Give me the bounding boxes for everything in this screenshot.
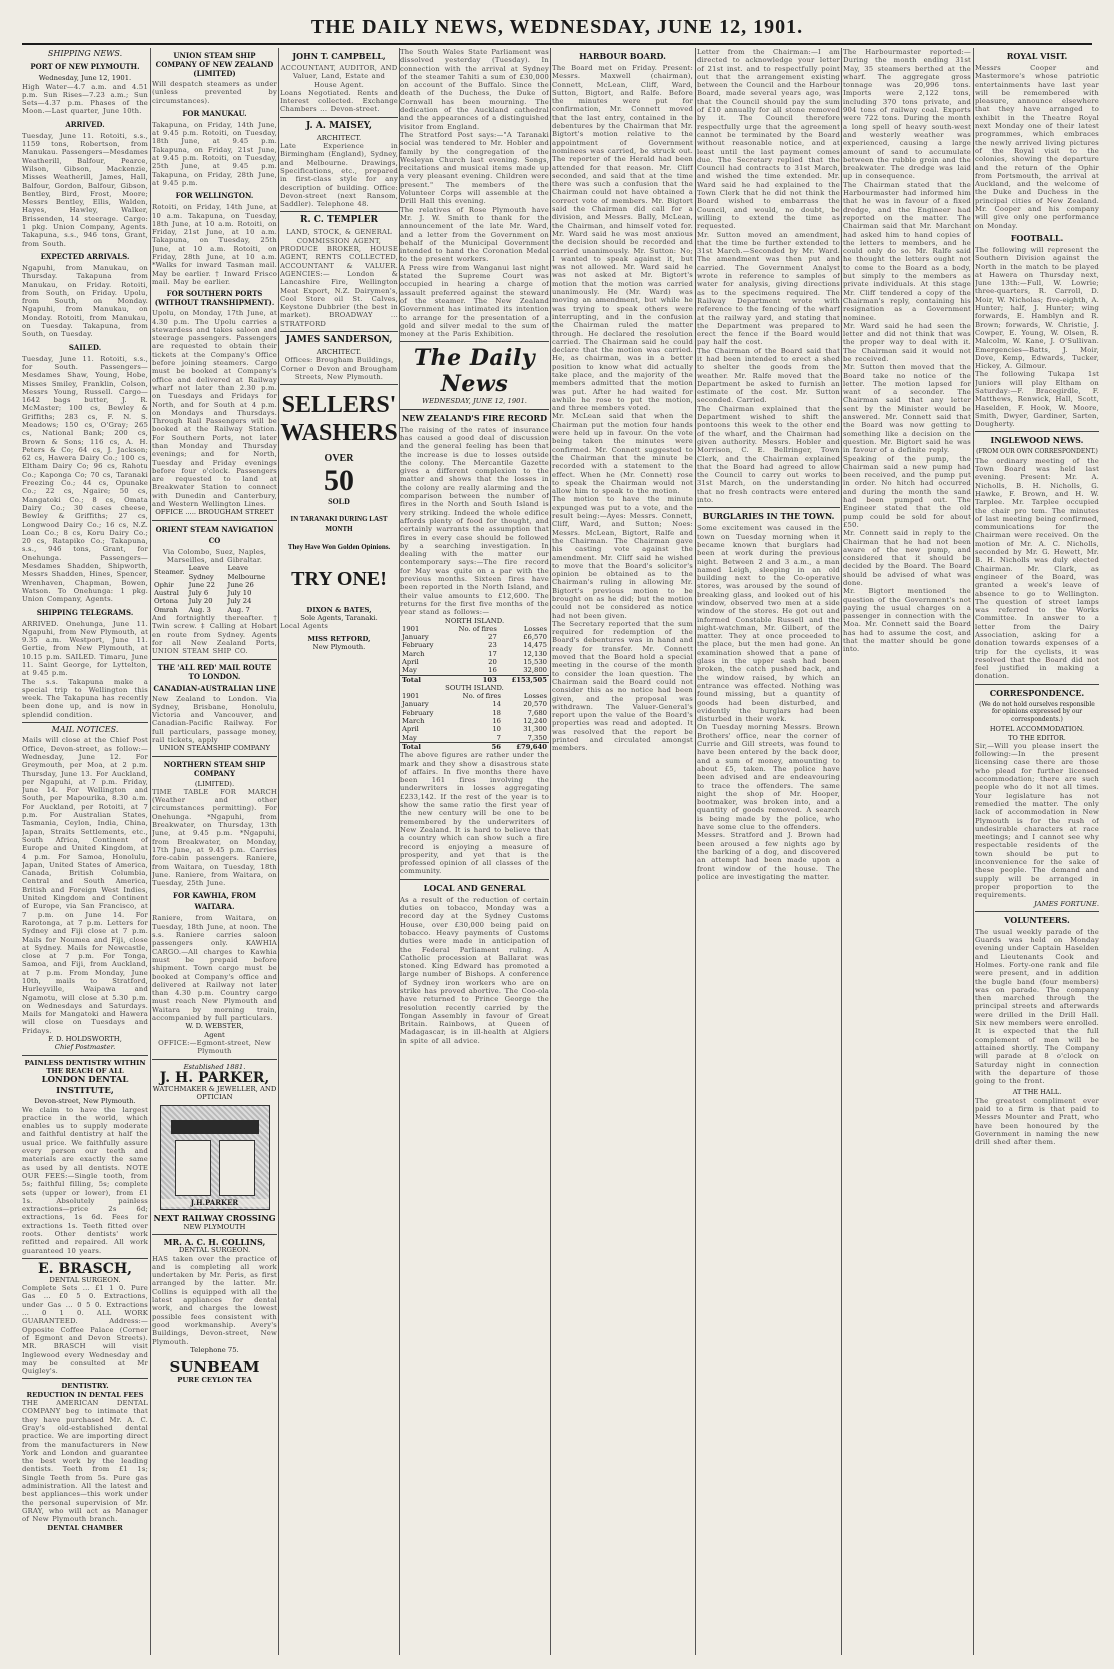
inglewood-subheading: (FROM OUR OWN CORRESPONDENT.) <box>976 448 1098 456</box>
northern-subheading: (LIMITED). <box>194 779 235 788</box>
table-cell: 15,530 <box>523 658 547 666</box>
ussco-agent-2: UNION STEAMSHIP COMPANY <box>158 744 271 753</box>
sunbeam-subheading: PURE CEYLON TEA <box>177 1376 252 1385</box>
column-1: SHIPPING NEWS. PORT OF NEW PLYMOUTH. Wednesday, June 12, 1901. High Water—4.7 a.m. and 4.51 p.m. Sun Rises—7.23 a.m.; Sun Sets—4.37 p.m. Phases of the Moon.—Last quarter, June 10th. ARRIVED. Tuesday, June 11. Rotoiti, s.s., 1159 tons, Robertson, from Manukau. Passengers—Mesdames Weatherill, Balfour, Pearce, Wilson, Gibson, Mackenzie, Misses Weatherill, James, Hall, Balfour, Gordon, Balfour, Gibson, Bentley, Bird, Frost, Moore; Messrs Bentley, Ellis, Walden, Hayes, Hawley, Walker, Brissenden, 14 steerage. Cargo: 1 pkg. Union Company, Agents. Takapuna, s.s., 946 tons, Grant, from South. EXPECTED ARRIVALS. Ngapuhi, from Manukau, on Thursday. Takapuna from Manukau, on Friday. Rotoiti, from South, on Friday. Upolu, from South, on Monday. Ngapuhi, from Manukau, on Monday. Rotoiti, from Manukau, on Tuesday. Takapuna, from South, on Tuesday. SAILED. Tuesday, June 11. Rotoiti, s.s., for South. Passengers—Mesdames Shaw, Young, Hobe, Misses Smiley, Franklin, Colson, Messrs Young, Russell. Cargo—1642 bags butter, J. R. McMaster; 100 cs, Bewley & Griffiths; 283 cs, F. N. S. Meadows; 150 cs, O'Gray; 265 cs, National Bank; 200 cs, Brown & Sons; 116 cs, A. H. Peters & Co; 64 cs, J. Jackson; 62 cs, Hawera Dairy Co.; 100 cs, Eltham Dairy Co; 96 cs, Rahotu Co.; Kaponga Co; 70 cs, Taranaki Freezing Co.; 44 cs, Opunake Co.; 22 cs, Ngaire; 50 cs, Mangatoki Co.; 8 cs, Omata Dairy Co.; 30 cases cheese, Bewley & Griffiths; 27 cs, Longwood Dairy Co.; 16 cs, N.Z. Loan Co.; 8 cs, Koru Dairy Co.; 20 cs, Ratapiko Co.; Takapuna, s.s., 946 tons, Grant, for Onehunga. Passengers—Mesdames Shadden, Shipworth, Messrs Shadden, Hines, Spencer, Wrenhaven, Chapman, Bowen, Watson. To Onehunga: 1 pkg. Union Company, Agents. SHIPPING TELEGRAMS. ARRIVED. Onehunga, June 11. Ngapuhi, from New Plymouth, at 9.35 a.m. Westport, June 11. Gertie, from New Plymouth, at 10.15 p.m. SAILED. Timaru, June 11. Saint George, for Lyttelton, at 9.45 p.m. The s.s. Takapuna make a special trip to Wellington this week. The Takapuna has recently been done up, and is now in splendid condition. MAIL NOTICES. Mails will close at the Chief Post Office, Devon-street, as follow:— Wednesday, June 12. For Greymouth, per Moa, at 2 p.m. Thursday, June 13. For Auckland, per Ngapuhi, at 7 p.m. Friday, June 14. For Wellington and South, per Mapourika, 8.30 a.m. For Auckland, per Rotoiti, at 7 p.m. For Australian States, Tasmania, Ceylon, India, China, Japan, Straits Settlements, etc., South Africa, Continent of Europe and United Kingdom, at 4 p.m. For Samoa, Honolulu, Japan, United States of America, Canada, British Columbia, Central and South America, British and Foreign West Indies, United Kingdom and Continent of Europe, via San Francisco, at 7 p.m. on June 14. For Rarotonga, at 7 p.m. Letters for Sydney and Fiji close at 7 p.m. Mails for Noumea and Fiji, close at Sydney. Mails for Newcastle, close at 7 p.m. For Tonga, Samoa, and Fiji, from Auckland, at 7 p.m. From Monday, June 10th, mails to Stratford, Hurleyville, Waipawa and Ngamotu, will close at 5.30 p.m. on Wednesdays and Saturdays. Mails for Mangatoki and Hawera will close on Tuesdays and Fridays. F. D. HOLDSWORTH, Chief Postmaster. PAINLESS DENTISTRY WITHIN THE REACH OF ALL LONDON DENTAL INSTITUTE, Devon-street, New Plymouth. We claim to have the largest practice in the world, which enables us to supply moderate and faithful dentistry at half the usual price. We faithfully assure every person our teeth and materials are exactly the same as used by all dentists. NOTE OUR FEES:—Single tooth, from 5s; faithful filling, 5s; complete sets (upper or lower), from £1 1s. Absolutely painless extractions—price 2s 6d; extractions, 1s 6d. Fees for extractions 1s. Teeth fitted over roots. Other dentists' work refitted and repaired. All work guaranteed 10 years. E. BRASCH, DENTAL SURGEON. Complete Sets ... £1 1 0. Pure Gas ... £0 5 0. Extractions, under Gas ... 0 5 0. Extractions ... 0 1 0. ALL WORK GUARANTEED. Address:—Opposite Coffee Palace (Corner of Egmont and Devon Streets). MR. BRASCH will visit Inglewood every Wednesday and may be consulted at Mr Quigley's. DENTISTRY. REDUCTION IN DENTAL FEES THE AMERICAN DENTAL COMPANY beg to intimate that they have purchased Mr. A. C. Gray's old-established dental practice. We are importing direct from the manufacturers in New York and London and guarantee the best work by the leading dentists. Teeth from £1 1s; Single Teeth from 5s. Pure gas administration. All the latest and best appliances—this work under the personal supervision of Mr. GRAY, who will act as Manager of New Plymouth branch. DENTAL CHAMBER <box>22 49 148 1532</box>
table-row <box>400 734 549 743</box>
table-total-cell: £79,640 <box>516 742 547 751</box>
table-cell: 17 <box>488 649 497 658</box>
daily-news-masthead: The Daily News <box>413 345 536 398</box>
table-cell: 12,130 <box>523 649 547 658</box>
table-cell: 32,800 <box>523 666 547 675</box>
table-cell: May <box>402 666 417 675</box>
templer-subheading: LAND, STOCK, & GENERAL COMMISSION AGENT, <box>286 228 392 245</box>
table-row <box>400 666 549 675</box>
south-island-fire-table <box>400 692 549 751</box>
table-cell: March <box>402 649 425 658</box>
correspondence-subheading: (We do not hold ourselves responsible for opinions expressed by our correspondents.) <box>979 700 1095 723</box>
campbell-heading: JOHN T. CAMPBELL, <box>292 51 386 61</box>
maisey-heading: J. A. MAISEY, <box>306 120 372 131</box>
burglaries-heading: BURGLARIES IN THE TOWN. <box>702 511 835 522</box>
date-line: Wednesday, June 12, 1901. <box>38 74 132 83</box>
table-cell: 27 <box>488 633 497 642</box>
table-cell: January <box>402 633 429 642</box>
table-cell: February <box>402 641 434 650</box>
webster-office: OFFICE:—Egmont-street, New Plymouth <box>158 1038 271 1056</box>
telegrams-heading: SHIPPING TELEGRAMS. <box>36 607 134 617</box>
arrived-heading: ARRIVED. <box>65 119 105 129</box>
table-cell: 14 <box>492 700 501 709</box>
collins-subheading: DENTAL SURGEON. <box>178 1246 251 1255</box>
all-red-heading: THE 'ALL RED' MAIL ROUTE TO LONDON. <box>157 662 272 681</box>
templer-heading: R. C. TEMPLER <box>300 215 378 226</box>
mail-notices-heading: MAIL NOTICES. <box>51 725 119 735</box>
table-col-header: No. of fires <box>462 692 501 701</box>
table-cell: 16 <box>488 666 497 675</box>
column-divider <box>278 48 279 1655</box>
waitara-heading: FOR KAWHIA, FROM WAITARA. <box>173 891 256 912</box>
table-row <box>400 717 549 725</box>
table-cell: February <box>402 708 434 717</box>
reduction-heading: REDUCTION IN DENTAL FEES <box>26 1390 144 1399</box>
column-8: ROYAL VISIT. Messrs Cooper and Mastermore's whose patriotic entertainments have last year will be remembered with pleasure, announce elsewhere that they have arranged to exhibit in the Theatre Royal next Monday one of their latest programmes, which embraces the newly arrived living pictures of the Royal visit to the colonies, showing the departure and the return of the Ophir from Portsmouth, the arrival at Auckland, and the welcome of the Duke and Duchess in the principal cities of New Zealand. Mr. Cooper and his company will give only one performance on Monday. FOOTBALL. The following will represent the Southern Division against the North in the match to be played at Hawera on Thursday next, June 13th:—Full, W. Lowrie; three-quarters, R. Carroll, D. Moir, W. Nicholas; five-eighth, A. Hunter; half, J. Hunter; wing forwards, E. Hamblyn and R. Brown; forwards, W. Christie, J. Cowper, E. Young, W. Olsen, R. Malcolm, W. Kane, J. O'Sullivan. Emergencies—Batts, J. Moir, Dove, Kemp, Edwards, Tucker, Hickey, A. Gilmour. The following Tukapa 1st Juniors will play Eltham on Saturday:—F. Bracegirdle, F. Matthews, Renwick, Hall, Scott, Haselden, F. Hook, W. Moore, Smith, Dwyer, Gardiner, Sarten, Dougherty. INGLEWOOD NEWS. (FROM OUR OWN CORRESPONDENT.) The ordinary meeting of the Town Board was held last evening. Present: Mr. A. Nicholls, B. H. Nicholls, G. Hawke, F. Brown, and H. W. Tarplee. Mr. Tarplee occupied the chair pro tem. The minutes of last meeting being confirmed, communications for the Chairman were received. On the motion of Mr. A. C. Nicholls, seconded by Mr. G. Hewett, Mr. B. H. Nicholls was duly elected Chairman. Mr. Clark, as engineer of the Board, was granted a week's leave of absence to go to Wellington. The question of street lamps was referred to the Works Committee. In answer to a letter from the Dairy Association, asking for a donation towards expenses of a trip for the cyclists, it was resolved that the Board did not feel justified in making a donation. CORRESPONDENCE. (We do not hold ourselves responsible for opinions expressed by our correspondents.) HOTEL ACCOMMODATION. TO THE EDITOR. Sir,—Will you please insert the following:—In the present licensing case there are those who plead for further licensed accommodation; there are such people who do it not all times. Your legislature has not remedied the matter. The only lack of accommodation in New Plymouth is for the rush of undesirable characters at race meetings; and I cannot see why respectable residents of the town should be put to inconvenience for the sake of these people. The demand and supply will be arranged in proper proportion to the requirements. JAMES FORTUNE. VOLUNTEERS. The usual weekly parade of the Guards was held on Monday evening under Captain Haselden and Lieutenants Cook and Holmes. Forty-one rank and file were present, and in addition the bugle band (four members) was on parade. The company then marched through the principal streets and afterwards were drilled in the Drill Hall. Six new members were enrolled. It is expected that the full complement of men will be attained shortly. The Company will parade at 8 o'clock on Saturday night in connection with the departure of those going to the front. AT THE HALL. The greatest compliment ever paid to a firm is that paid to Messrs Mounter and Pratt, who have been honoured by the Government in naming the new drill shed after them. <box>975 51 1099 1147</box>
column-divider <box>150 48 151 1655</box>
sanderson-subheading: ARCHITECT. <box>316 348 362 357</box>
retford-subheading: New Plymouth. <box>312 642 366 651</box>
sellers-number: 50 <box>324 463 354 497</box>
table-row <box>400 641 549 649</box>
masthead: THE DAILY NEWS, WEDNESDAY, JUNE 12, 1901. <box>310 16 804 38</box>
sunbeam-heading: SUNBEAM <box>169 1358 260 1377</box>
table-col-header: Losses <box>523 692 547 701</box>
london-dental-address: Devon-street, New Plymouth. <box>34 1097 136 1106</box>
column-divider <box>550 48 551 1655</box>
table-total-cell: 103 <box>482 675 497 684</box>
table-cell: April <box>402 658 419 666</box>
column-2: UNION STEAM SHIP COMPANY OF NEW ZEALAND (LIMITED) Will despatch steamers as under (unless prevented by circumstances). FOR MANUKAU. Takapuna, on Friday, 14th June, at 9.45 p.m. Rotoiti, on Tuesday, 18th June, at 9.45 p.m. Takapuna, on Friday, 21st June, at 9.45 p.m. Rotoiti, on Tuesday, 25th June, at 9.45 p.m. Takapuna, on Friday, 28th June, at 9.45 p.m. FOR WELLINGTON. Rotoiti, on Friday, 14th June, at 10 a.m. Takapuna, on Tuesday, 18th June, at 10 a.m. Rotoiti, on Friday, 21st June, at 10 a.m. Takapuna, on Tuesday, 25th June, at 10 a.m. Rotoiti, on Friday, 28th June, at 10 a.m. *Walks for inward Tasman mail. May be earlier. † Inward Frisco mail. May be earlier. FOR SOUTHERN PORTS (WITHOUT TRANSHIPMENT). Upolu, on Monday, 17th June, at 4.30 p.m. The Upolu carries a stewardess and takes saloon and steerage passengers. Passengers are requested to obtain their tickets at the Company's Office before joining steamers. Cargo must be booked at Company's office and delivered at Railway wharf not later than 2.30 p.m. on Tuesdays and Fridays for North, and for South at 4 p.m. on Mondays and Thursdays. Through Rail Passengers will be booked at the Railway Station. For Southern Ports, not later than Monday and Thursday evenings; and for North, Tuesday and Friday evenings before four o'clock. Passengers are requested to land at Breakwater Station to connect with Dunedin and Canterbury, and Western Wellington Lines. OFFICE ..... BROUGHAM STREET ORIENT STEAM NAVIGATION CO Via Colombo, Suez, Naples, Marseilles, and Gibraltar. Steamer. Leave Sydney Leave Melbourne Ophir June 22 June 26 Austral July 6 July 10 Ortona July 20 July 24 Omrah Aug. 3 Aug. 7 And fortnightly thereafter. † Twin screw. ‡ Calling at Hobart en route from Sydney. Agents for all New Zealand Ports, UNION STEAM SHIP CO. THE 'ALL RED' MAIL ROUTE TO LONDON. CANADIAN-AUSTRALIAN LINE New Zealand to London. Via Sydney, Brisbane, Honolulu, Victoria and Vancouver, and Canadian-Pacific Railway. For full particulars, passage money, rail tickets, apply UNION STEAMSHIP COMPANY NORTHERN STEAM SHIP COMPANY (LIMITED). TIME TABLE FOR MARCH (Weather and other circumstances permitting). For Onehunga. *Ngapuhi, from Breakwater, on Thursday, 13th June, at 9.45 p.m. *Ngapuhi, from Breakwater, on Monday, 17th June, at 9.45 p.m. Carries fore-cabin passengers. Raniere, from Waitara, on Tuesday, 18th June. Raniere, from Waitara, on Tuesday, 25th June. FOR KAWHIA, FROM WAITARA. Raniere, from Waitara, on Tuesday, 18th June, at noon. The s.s. Raniere carries saloon passengers only. KAWHIA CARGO.—All charges to Kawhia must be prepaid before shipment. Town cargo must be booked at Company's office and delivered at Railway not later than 4.30 p.m. Country cargo must reach New Plymouth and Waitara by morning train, accompanied by full particulars. W. D. WEBSTER, Agent OFFICE:—Egmont-street, New Plymouth Established 1881. J. H. PARKER, WATCHMAKER & JEWELLER, AND OPTICIAN J.H.PARKER NEXT RAILWAY CROSSING NEW PLYMOUTH MR. A. C. H. COLLINS, DENTAL SURGEON. HAS taken over the practice of and is completing all work undertaken by Mr. Peris, as first arranged by the latter. Mr. Collins is equipped with all the latest appliances for dental work, and charges the lowest possible fees consistent with good workmanship. Avery's Buildings, Devon-street, New Plymouth. Telephone 75. SUNBEAM PURE CEYLON TEA <box>152 51 277 1385</box>
sellers-over: OVER <box>324 453 354 465</box>
parker-heading: J. H. PARKER, <box>159 1069 270 1086</box>
table-total-cell: Total <box>402 742 421 751</box>
table-cell: 18 <box>492 708 501 717</box>
sanderson-heading: JAMES SANDERSON, <box>285 335 393 346</box>
sellers-taranaki: IN TARANAKI DURING LAST MONTH <box>290 514 388 533</box>
masthead-rule <box>22 43 1092 45</box>
for-wellington-heading: FOR WELLINGTON. <box>175 191 254 201</box>
parker-shop-illustration <box>160 1105 270 1210</box>
dental-chamber: DENTAL CHAMBER <box>47 1523 123 1532</box>
football-heading: FOOTBALL. <box>1010 232 1064 243</box>
column-7: The Harbourmaster reported:—During the month ending 31st May, 35 steamers berthed at the wharf. The aggregate gross tonnage was 20,996 tons. Imports were 2,122 tons, including 370 tons private, and 904 tons of railway coal. Exports were 722 tons. During the month a long spell of heavy south-west and westerly weather was experienced, causing a large amount of sand to accumulate between the rubble groin and the breakwater. The dredge was laid up in consequence. The Chairman stated that the Harbourmaster had informed him that he was in favour of a fixed dredge, and the Engineer had reported on the matter. The Chairman said that Mr. Marchant had asked him to hand copies of the letters to members, and he could only do so. Mr. Ralfe said he thought the letters ought not to come to the Board as a body, but simply to the members as private individuals. At this stage Mr. Cliff tendered a copy of the Chairman's reply, containing his resignation as a Government nominee. Mr. Ward said he had seen the letter and did not think that was the proper way to deal with it. The Chairman said it would not be received. Mr. Sutton then moved that the Board take no notice of the letter. The motion lapsed for want of a seconder. The Chairman said that any letter sent by the Minister would be answered. Mr. Connett said that the Board was now getting to something like a decision on the question. Mr. Bigtort said he was in favour of a definite reply. Speaking of the pump, the Chairman said a new pump had been received, and the pump put in order. No hitch had occurred and during the month the sand had been pumped out. The Engineer stated that the old pump could be sold for about £50. Mr. Connett said in reply to the Chairman that he had not been aware of the new pump, and considered that it should be decided by the Board. The Board should be advised of what was done. Mr. Bigtort mentioned the question of the Government's not paying the usual charges on a passenger in connection with the Moa. Mr. Connett said the Board has had to assume the cost, and that the matter should be gone into. <box>843 48 971 654</box>
collins-telephone: Telephone 75. <box>190 1345 239 1354</box>
south-island-heading: SOUTH ISLAND. <box>445 683 504 692</box>
royal-visit-heading: ROYAL VISIT. <box>1006 51 1068 61</box>
table-row <box>400 700 549 708</box>
inglewood-heading: INGLEWOOD NEWS. <box>990 435 1084 446</box>
local-general-heading: LOCAL AND GENERAL <box>423 882 526 893</box>
hotel-accommodation-heading: HOTEL ACCOMMODATION. <box>989 725 1085 734</box>
shipping-heading: SHIPPING NEWS. <box>47 49 123 58</box>
maisey-subheading: ARCHITECT. <box>316 133 362 142</box>
table-row <box>400 709 549 717</box>
london-dental-heading: LONDON DENTAL INSTITUTE, <box>41 1075 129 1097</box>
railway-crossing: NEXT RAILWAY CROSSING <box>153 1213 276 1224</box>
correspondence-heading: CORRESPONDENCE. <box>989 687 1085 698</box>
table-total-row <box>400 742 549 751</box>
table-total-cell: £153,505 <box>511 675 547 684</box>
table-cell: 23 <box>488 641 497 650</box>
parker-subheading: WATCHMAKER & JEWELLER, AND OPTICIAN <box>152 1084 277 1102</box>
ussco-office: OFFICE ..... BROUGHAM STREET <box>155 508 274 517</box>
table-col-header: Losses <box>523 624 547 633</box>
table-cell: January <box>402 700 429 709</box>
sellers-sold: SOLD <box>328 496 350 506</box>
for-manukau-heading: FOR MANUKAU. <box>182 108 247 118</box>
table-col-header: 1901 <box>402 692 420 701</box>
table-col-header: 1901 <box>402 624 420 633</box>
daily-news-date: WEDNESDAY, JUNE 12, 1901. <box>422 397 527 406</box>
webster-title: Agent <box>204 1030 225 1039</box>
column-divider <box>695 48 696 1655</box>
parker-established: Established 1881. <box>183 1062 246 1071</box>
north-island-heading: NORTH ISLAND. <box>444 616 505 625</box>
column-5: HARBOUR BOARD. The Board met on Friday. Present: Messrs. Maxwell (chairman), Connett, McLean, Cliff, Ward, Sutton, Bigtort, and Ralfe. Before the minutes were put for confirmation, Mr. Connett moved that the last entry, contained in the debentures by the Chairman that Mr. Bigtort's motion relative to the appointment of Government nominees was carried, be struck out. The reporter of the Herald had been attended for that reason. Mr. Cliff seconded, and said that at the time there was such a confusion that the Chairman could not have obtained a correct vote of members. Mr. Bigtort said the Chairman did call for a division, and Messrs. Bally, McLean, the Chairman, and himself voted for. Mr. Ward said he was most anxious the decision should be recorded and carried unanimously. Mr. Sutton: No; I wanted to speak against it, but was not allowed. Mr. Ward said he was not asked at Mr. Bigtort's motion that the motion was carried unanimously. He (Mr. Ward) was moving an amendment, but while he was trying to speak others were interrupting, and in the confusion the Chairman ruled the matter through. He declared the resolution carried. The Chairman said he could declare that the motion was carried. He, as chairman, was in a better position to know what did actually take place, and the majority of the members admitted that the motion was put. After he had waited for awhile he rose to put the motion, and three members voted. Mr. McLean said that when the Chairman put the motion four hands were held up in favour. On the vote being taken the minutes were confirmed. Mr. Connett suggested to the Chairman that the minute be recorded with a statement to the effect. When he (Mr. Connett) rose to speak the Chairman would not allow him to speak to the motion. The motion to have the minute expunged was put to a vote, and the result being:—Ayes: Messrs. Connett, Cliff, Ward, and Sutton; Noes: Messrs. McLean, Bigtort, Ralfe and the Chairman. The Chairman gave his casting vote against the amendment. Mr. Cliff said he wished to move that the Board's solicitor's opinion be obtained as to the Chairman's ruling in allowing Mr. Bigtort's previous motion to be brought on as he did; but the motion could not be considered as notice had not been given. The Secretary reported that the sum required for redemption of the Board's debentures was in hand and ready for transfer. Mr. Connett moved that the Board hold a special meeting in the course of the month to consider the loan question. The Chairman said the Board could not consider this as no notice had been given, and the proposal was withdrawn. The Valuer-General's report upon the value of the Board's properties was read and adopted. It was resolved that the report be printed and circulated amongst members. <box>552 51 693 753</box>
table-cell: March <box>402 717 425 726</box>
dixon-heading: DIXON & BATES, <box>306 605 372 614</box>
table-row <box>400 650 549 658</box>
northern-heading: NORTHERN STEAM SHIP COMPANY <box>163 759 266 778</box>
table-cell: May <box>402 733 417 742</box>
holdsworth-name: F. D. HOLDSWORTH, <box>48 1035 122 1044</box>
north-island-fire-table <box>400 625 549 684</box>
fire-record-heading: NEW ZEALAND'S FIRE RECORD <box>401 412 548 423</box>
ussco-heading: UNION STEAM SHIP COMPANY OF NEW ZEALAND (LIMITED) <box>155 51 274 78</box>
table-row <box>400 658 549 666</box>
sellers-golden: They Have Won Golden Opinions. <box>287 542 391 551</box>
try-one-heading: TRY ONE! <box>291 567 387 590</box>
table-row <box>400 725 549 733</box>
table-cell: 10 <box>492 725 501 734</box>
dixon-subheading: Sole Agents, Taranaki. <box>300 614 378 623</box>
table-row <box>400 633 549 641</box>
brasch-heading: E. BRASCH, <box>37 1260 133 1277</box>
table-col-header: No. of fires <box>458 624 497 633</box>
canadian-heading: CANADIAN-AUSTRALIAN LINE <box>153 683 276 693</box>
to-the-editor: TO THE EDITOR. <box>1008 733 1066 742</box>
at-the-hall-heading: AT THE HALL. <box>1012 1088 1062 1097</box>
column-6: Letter from the Chairman:—I am directed to acknowledge your letter of 21st inst. and to respectfully point out that the arrangement existing between the Council and the Harbour Board, made several years ago, was that the Council should pay the sum of £10 annually for all stone removed by it. The Council therefore respectfully urge that the agreement cannot be terminated by the Board without reasonable notice, and at least until the last payment comes due. The Secretary replied that the Council had contracts to 31st March, and wished the time extended. Mr. Ward said he had explained to the Town Clerk that he did not think the Board wished to embarrass the Council, and would, no doubt, be willing to extend the time as requested. Mr. Sutton moved an amendment, that the time be further extended to 31st March.—Seconded by Mr. Ward. The amendment was then put and carried. The Government Analyst wrote in reference to samples of water for analysis, giving directions as to the specimens required. The Railway Department wrote with reference to the fencing of the wharf at the railway yard, and stating that the Department was prepared to erect the fence if the Board would pay half the cost. The Chairman of the Board said that it had been intended to erect a shed to shelter the goods from the weather. Mr. Ralfe moved that the Department be asked to furnish an estimate of the cost. Mr. Sutton seconded. Carried. The Chairman explained that the Department wished to shift the pontoons this week to the other end of the wharf, and the Chairman had given authority. Messrs. Hobler and Morrison, C. E. Bellringer, Town Clerk, and the Chairman explained that the Board had agreed to allow the Council to carry out works to 31st March, on the understanding that no fresh contracts were entered into. BURGLARIES IN THE TOWN. Some excitement was caused in the town on Tuesday morning when it became known that burglars had been at work during the previous night. Between 2 and 3 a.m., a man named Leigh, sleeping in an old building next to the Co-operative stores, was aroused by the sound of breaking glass, and looked out of his window, observed two men at a side window of the stores. He got out and informed Constable Russell and the night-watchman, Mr. Gilbert, of the matter. They at once proceeded to the place, but the men had gone. An examination showed that a pane of glass in the upper sash had been broken, the catch pushed back, and the window raised, by which an entrance was effected. Nothing was found missing, but a quantity of goods had been disturbed, and evidently the burglars had been disturbed in their work. On Tuesday morning Messrs. Brown Brothers' office, near the corner of Currie and Gill streets, was found to have been entered by the back door, and a sum of money, amounting to about £5, taken. The police have been advised and are endeavouring to trace the offenders. The same night the shop of Mr. Hooper, bootmaker, was broken into, and a quantity of goods removed. A search is being made by the police, who have some clue to the offenders. Messrs. Stratford and J. Brown had been aroused a few nights ago by the barking of a dog, and discovered an attempt had been made upon a front window of the house. The police are investigating the matter. <box>697 48 840 881</box>
orient-table: Steamer. Leave Sydney Leave Melbourne Ophir June 22 June 26 Austral July 6 July 10 Ortona July 20 July 24 Omrah Aug. 3 Aug. 7 <box>154 564 266 614</box>
column-3: JOHN T. CAMPBELL, ACCOUNTANT, AUDITOR, AND Valuer, Land, Estate and House Agent. Loans Negotiated. Rents and Interest collected. Exchange Chambers ... Devon-street. J. A. MAISEY, ARCHITECT. Late Experience in Birmingham (England), Sydney, and Melbourne. Drawings, Specifications, etc., prepared in first-class style for any description of building. Office: Devon-street (next Ransom, Saddler). Telephone 48. R. C. TEMPLER LAND, STOCK, & GENERAL COMMISSION AGENT, PRODUCE BROKER, HOUSE AGENT, RENTS COLLECTED, ACCOUNTANT & VALUER. AGENCIES:— London & Lancashire Fire, Wellington Meat Export, N.Z. Dairymen's, Cool Store oil St. Calves, Keystone Dubbrier (the best in market). BROADWAY ... STRATFORD JAMES SANDERSON, ARCHITECT. Offices: Brougham Buildings, Corner o Devon and Brougham Streets, New Plymouth. SELLERS' WASHERS OVER 50 SOLD IN TARANAKI DURING LAST MONTH They Have Won Golden Opinions. TRY ONE! DIXON & BATES, Sole Agents, Taranaki. Local Agents MISS RETFORD, New Plymouth. <box>280 51 398 651</box>
table-cell: 31,300 <box>523 725 547 734</box>
painless-dentistry-heading: PAINLESS DENTISTRY WITHIN THE REACH OF ALL <box>24 1058 146 1075</box>
railway-crossing-sub: NEW PLYMOUTH <box>183 1222 246 1231</box>
table-cell: 12,240 <box>523 717 547 726</box>
washers-heading: WASHERS <box>280 420 398 447</box>
letter-signature: JAMES FORTUNE. <box>1034 899 1099 908</box>
column-divider <box>841 48 842 1655</box>
campbell-subheading: ACCOUNTANT, AUDITOR, AND Valuer, Land, Estate and House Agent. <box>280 64 398 89</box>
table-cell: 20,570 <box>523 700 547 709</box>
table-cell: 7 <box>496 733 501 742</box>
holdsworth-title: Chief Postmaster. <box>54 1043 116 1052</box>
dentistry-heading: DENTISTRY. <box>61 1382 109 1391</box>
table-cell: 16 <box>492 717 501 726</box>
for-southern-heading: FOR SOUTHERN PORTS (WITHOUT TRANSHIPMENT). <box>154 289 275 308</box>
table-cell: April <box>402 725 419 734</box>
table-cell: 7,350 <box>527 733 547 742</box>
collins-heading: MR. A. C. H. COLLINS, <box>163 1236 266 1247</box>
table-total-cell: Total <box>402 675 421 684</box>
volunteers-heading: VOLUNTEERS. <box>1004 914 1070 925</box>
table-total-row <box>400 675 549 684</box>
parker-image-label: J.H.PARKER <box>161 1199 269 1207</box>
column-divider <box>973 48 974 1655</box>
table-cell: 20 <box>488 658 497 666</box>
table-cell: 14,475 <box>523 641 547 650</box>
harbour-board-heading: HARBOUR BOARD. <box>579 51 666 61</box>
orient-heading: ORIENT STEAM NAVIGATION CO <box>155 524 274 545</box>
port-heading: PORT OF NEW PLYMOUTH. <box>30 62 140 72</box>
sellers-heading: SELLERS' <box>281 392 397 419</box>
webster-agent: W. D. WEBSTER, <box>185 1022 244 1031</box>
table-total-cell: 56 <box>491 742 501 751</box>
sailed-heading: SAILED. <box>68 342 102 352</box>
column-4: The South Wales State Parliament was dissolved yesterday (Tuesday). In connection with the arrival at Sydney of the steamer Tahiti a sum of £30,000 on account of the Buffalo. Since the death of the Duchess, the Duke of Cornwall has been mourning. The dedication of the Auckland cathedral and the appearances of a distinguished visitor from England. The Stratford Post says:—"A Taranaki social was tendered to Mr. Hobler and family by the congregation of the Wesleyan Church last evening. Songs, recitations and musical items made up a very pleasant evening. Children were present." The members of the Volunteer Corps will assemble at the Drill Hall this evening. The relatives of Rose Plymouth have Mr. J. W. Smith to thank for the announcement of the late Mr. Ward, and a letter from the Government on behalf of the Municipal Government intended to hand the Coronation Medal to the present workers. A Press wire from Wanganui last night stated the Supreme Court was occupied in hearing a charge of assault preferred against the steward of the steamer. The New Zealand Government has intimated its intention to arrange for the presentation of a gold and silver medal to the sum of money at the Paris Exhibition. The Daily News WEDNESDAY, JUNE 12, 1901. NEW ZEALAND'S FIRE RECORD The raising of the rates of insurance has caused a good deal of discussion and the general feeling has been that the increase is due to losses outside the colony. The Mercantile Gazette gives a different complexion to the matter and shows that the losses in the colony are really alarming and the comparison between the number of fires in the North and South Island is very striking. Indeed the whole edifice affords plenty of food for thought, and certainly warrants the assumption that fires in every case should be followed by a searching investigation. In dealing with the matter our contemporary says:—The fire record for May was quite on a par with the previous months. Sixteen fires have been reported in the North Island, and their value amounts to £12,600. The returns for the first five months of the year stand as follows:— NORTH ISLAND. 1901 No. of fires Losses January 27 £6,570 February 23 14,475 March 17 12,130 April 20 15,530 May 16 32,800 Total 103 £153,505 SOUTH ISLAND. 1901 No. of fires Losses January 14 20,570 February 18 7,680 March 16 12,240 April 10 31,300 May 7 7,350 Total 56 £79,640 The above figures are rather under the mark and they show a disastrous state of affairs. In five months there have been 161 fires involving the underwriters in losses aggregating £233,142. If the rest of the year is to show the same ratio the first year of the new century will be one to be remembered by the underwriters of New Zealand. It is hard to believe that a country which can show such a fire record is enjoying a measure of prosperity, and yet that is the professed opinion of all classes of the community. LOCAL AND GENERAL As a result of the reduction of certain duties on tobacco, Monday was a record day at the Sydney Customs House, over £30,000 being paid on tobacco. Heavy payments of Customs duties were made in anticipation of the Federal Parliament ruling. A Catholic procession at Ballarat was stoned. King Edward has promoted a large number of Bishops. A conference of Sydney iron workers who are on strike has proved abortive. The Coo-ola have returned to Prince George the resolution recently carried by the Tongan Assembly in favour of Great Britain. Rainbows, at Queen of Madagascar, is in ill-health at Algiers in spite of all advice. <box>400 48 549 1045</box>
brasch-title: DENTAL SURGEON. <box>49 1275 121 1284</box>
retford-heading: MISS RETFORD, <box>307 634 371 643</box>
table-cell: 7,680 <box>527 708 547 717</box>
expected-heading: EXPECTED ARRIVALS. <box>40 251 130 261</box>
table-cell: £6,570 <box>523 633 547 642</box>
